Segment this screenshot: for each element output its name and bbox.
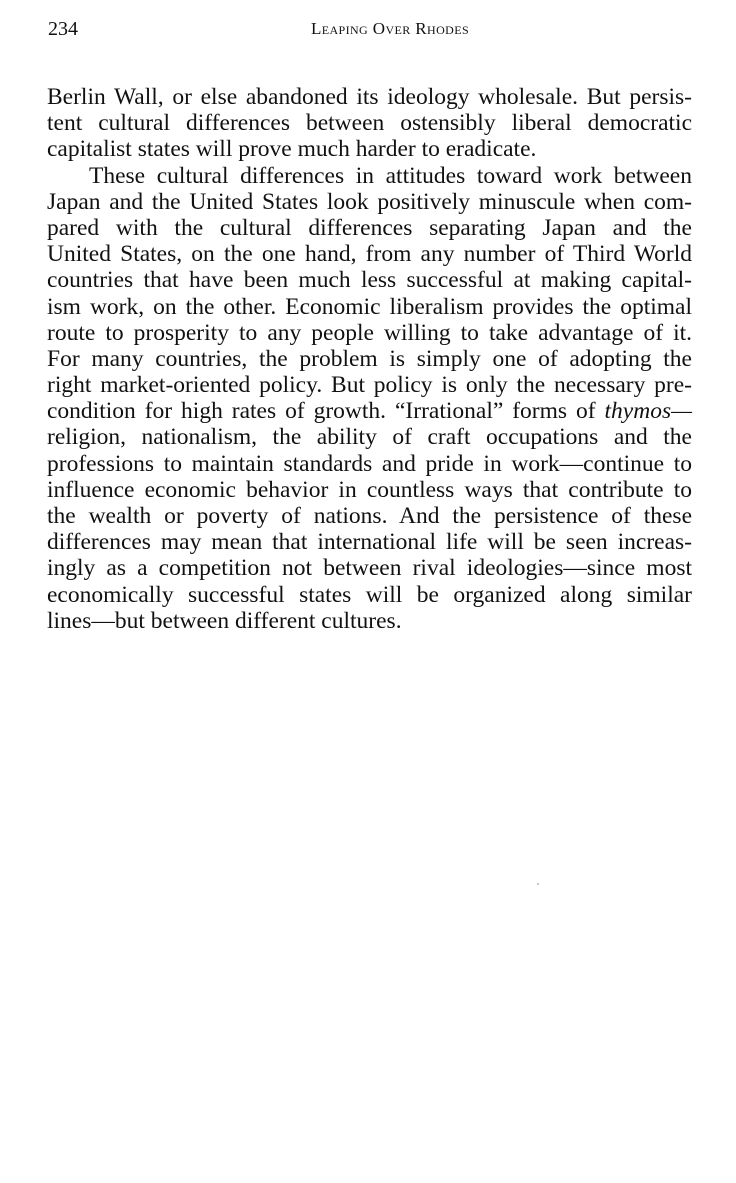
running-head-title: Leaping Over Rhodes (310, 19, 470, 38)
text-line: ism work, on the other. Economic liberalism provides the optimal (47, 293, 692, 320)
text-line: pared with the cultural differences separating Japan and the (47, 214, 692, 241)
text-line: Japan and the United States look positively minuscule when com- (47, 188, 692, 215)
text-line: For many countries, the problem is simply one of adopting the (47, 345, 692, 372)
text-line-with-italic (47, 398, 692, 424)
text-line: countries that have been much less successful at making capital- (47, 267, 692, 294)
text-line: route to prosperity to any people willing to take advantage of it. (47, 319, 692, 346)
page-number: 234 (48, 18, 78, 40)
text-line: ingly as a competition not between rival ideologies—since most (47, 555, 692, 582)
text-line: capitalist states will prove much harder to eradicate. (47, 136, 537, 163)
running-header (48, 16, 692, 42)
text-line: right market-oriented policy. But policy is only the necessary pre- (47, 372, 692, 399)
text-line: differences may mean that international life will be seen increas- (47, 529, 692, 556)
text-line: These cultural differences in attitudes toward work between (89, 162, 692, 189)
text-line: the wealth or poverty of nations. And the persistence of these (47, 503, 692, 529)
scan-speck (537, 883, 539, 885)
italic-term: thymos— (604, 398, 692, 425)
text-line: influence economic behavior in countless ways that contribute to (47, 476, 692, 503)
body-text (47, 84, 692, 634)
text-line: professions to maintain standards and pride in work—continue to (47, 450, 692, 477)
text-line: tent cultural differences between ostensibly liberal democratic (47, 110, 692, 137)
text-line: religion, nationalism, the ability of craft occupations and the (47, 424, 692, 451)
text-line: lines—but between different cultures. (47, 607, 402, 634)
text-line: Berlin Wall, or else abandoned its ideology wholesale. But persis- (47, 84, 692, 110)
text-line: economically successful states will be organized along similar (47, 581, 692, 608)
text-segment: condition for high rates of growth. “Irrational” forms of (47, 398, 605, 425)
text-line: United States, on the one hand, from any number of Third World (47, 241, 692, 268)
